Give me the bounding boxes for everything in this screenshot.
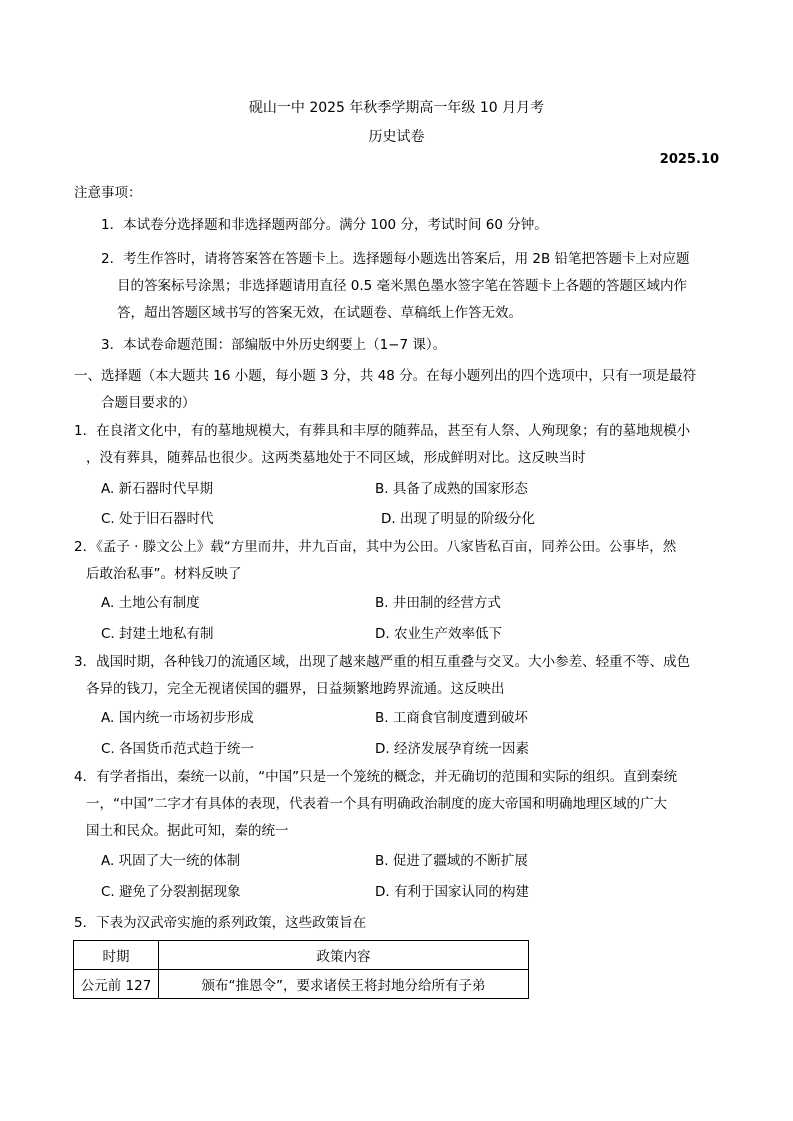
table-cell-period: 公元前 127: [74, 970, 159, 999]
question-4-option-b[interactable]: B. 促进了疆域的不断扩展: [375, 853, 528, 869]
question-1-option-c[interactable]: C. 处于旧石器时代: [101, 511, 214, 527]
question-3-option-c[interactable]: C. 各国货币范式趋于统一: [101, 741, 255, 757]
notice-label: 注意事项：: [74, 185, 142, 201]
table-header-period: 时期: [74, 941, 159, 970]
exam-date: 2025.10: [659, 152, 719, 167]
question-2-option-c[interactable]: C. 封建土地私有制: [101, 626, 214, 642]
question-3-option-a[interactable]: A. 国内统一市场初步形成: [101, 710, 254, 726]
question-2-line-2: 后敢治私事”。材料反映了: [86, 566, 242, 582]
question-1-line-2: ，没有葬具，随葬品也很少。这两类墓地处于不同区域，形成鲜明对比。这反映当时: [86, 450, 586, 466]
question-1-line-1: 1．在良渚文化中，有的墓地规模大，有葬具和丰厚的随葬品，甚至有人祭、人殉现象；有的墓地规模小: [74, 423, 691, 439]
question-4-line-1: 4．有学者指出，秦统一以前，“中国”只是一个笼统的概念，并无确切的范围和实际的组织。直到秦统: [74, 769, 678, 785]
table-cell-policy: 颁布“推恩令”，要求诸侯王将封地分给所有子弟: [159, 970, 529, 999]
policy-table: [73, 940, 529, 999]
exam-title: 砚山一中 2025 年秋季学期高一年级 10 月月考: [248, 100, 545, 116]
table-header-row: [74, 941, 529, 970]
table-header-policy: 政策内容: [159, 941, 529, 970]
question-2-option-b[interactable]: B. 井田制的经营方式: [375, 595, 501, 611]
notice-item-2-line-2: 目的答案标号涂黑；非选择题请用直径 0.5 毫米黑色墨水签字笔在答题卡上各题的答题区域内作: [117, 278, 688, 294]
question-4-line-2: 一，“中国”二字才有具体的表现，代表着一个具有明确政治制度的庞大帝国和明确地理区域的广大: [86, 796, 667, 812]
question-4-option-d[interactable]: D. 有利于国家认同的构建: [375, 884, 529, 900]
question-3-line-2: 各异的钱刀，完全无视诸侯国的疆界，日益频繁地跨界流通。这反映出: [86, 681, 505, 697]
question-1-option-d[interactable]: D. 出现了明显的阶级分化: [381, 511, 535, 527]
exam-subtitle: 历史试卷: [368, 129, 425, 145]
question-2-option-a[interactable]: A. 土地公有制度: [101, 595, 200, 611]
question-4-option-a[interactable]: A. 巩固了大一统的体制: [101, 853, 241, 869]
question-1-option-b[interactable]: B. 具备了成熟的国家形态: [375, 481, 528, 497]
question-4-line-3: 国土和民众。据此可知，秦的统一: [86, 823, 289, 839]
question-4-option-c[interactable]: C. 避免了分裂割据现象: [101, 884, 241, 900]
question-1-option-a[interactable]: A. 新石器时代早期: [101, 481, 214, 497]
question-5-line-1: 5．下表为汉武帝实施的系列政策，这些政策旨在: [74, 915, 367, 931]
notice-item-2-line-3: 答，超出答题区域书写的答案无效，在试题卷、草稿纸上作答无效。: [117, 305, 522, 321]
notice-item-2-line-1: 2．考生作答时，请将答案答在答题卡上。选择题每小题选出答案后，用 2B 铅笔把答题卡上对应题: [101, 251, 690, 267]
question-2-line-1: 2．《孟子 · 滕文公上》载“方里而井，井九百亩，其中为公田。八家皆私百亩，同养公田。公事毕，然: [74, 539, 677, 555]
section-heading-line-1: 一、选择题（本大题共 16 小题，每小题 3 分，共 48 分。在每小题列出的四个选项中，只有一项是最符: [74, 368, 697, 384]
question-3-line-1: 3．战国时期，各种钱刀的流通区域，出现了越来越严重的相互重叠与交叉。大小参差、轻重不等、成色: [74, 654, 691, 670]
section-heading-line-2: 合题目要求的）: [101, 395, 196, 411]
table-row: [74, 970, 529, 999]
notice-item-1: 1．本试卷分选择题和非选择题两部分。满分 100 分，考试时间 60 分钟。: [101, 217, 548, 233]
question-3-option-d[interactable]: D. 经济发展孕育统一因素: [375, 741, 529, 757]
question-3-option-b[interactable]: B. 工商食官制度遭到破坏: [375, 710, 528, 726]
question-2-option-d[interactable]: D. 农业生产效率低下: [375, 626, 502, 642]
notice-item-3: 3．本试卷命题范围：部编版中外历史纲要上（1−7 课）。: [101, 337, 447, 353]
